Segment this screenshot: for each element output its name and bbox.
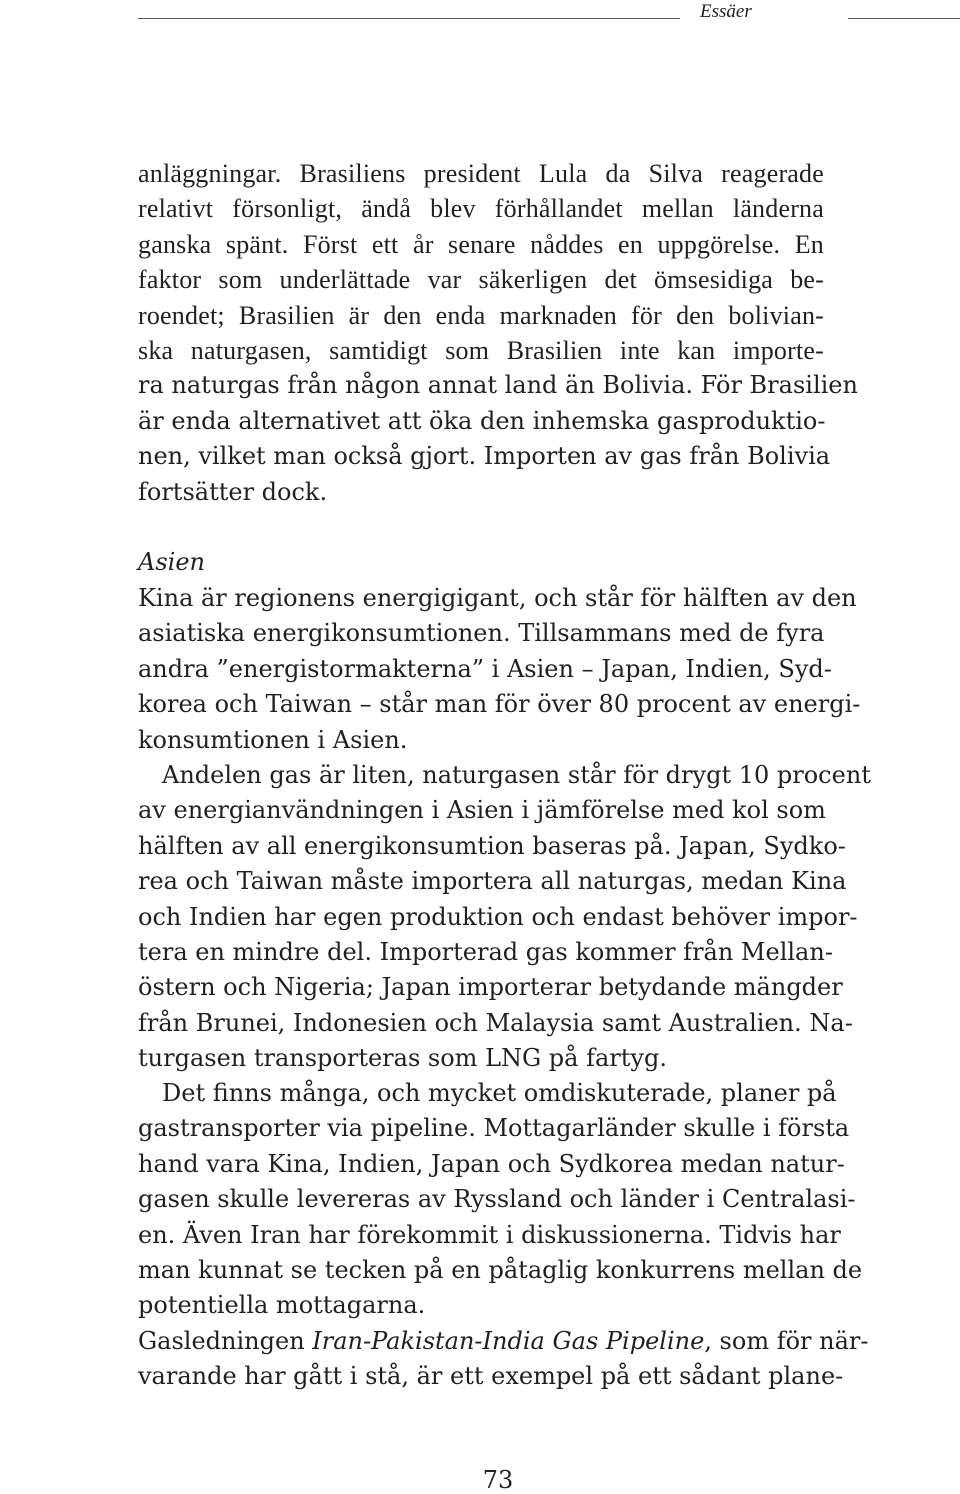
text-line: är enda alternativet att öka den inhemska gasproduktio- <box>138 406 826 435</box>
text-line: fortsätter dock. <box>138 477 328 506</box>
text-run: , som för när- <box>704 1327 869 1355</box>
text-line: Andelen gas är liten, naturgasen står för drygt 10 procent <box>162 761 871 789</box>
text-line: från Brunei, Indonesien och Malaysia samt Australien. Na- <box>138 1008 853 1037</box>
text-line: ganska spänt. Först ett år senare nåddes en uppgörelse. En <box>138 229 824 259</box>
text-line: av energianvändningen i Asien i jämförelse med kol som <box>138 796 826 825</box>
paragraph-3 <box>138 758 871 1077</box>
text-line: Det finns många, och mycket omdiskuterade, planer på <box>162 1079 837 1107</box>
header-rule-left <box>138 18 680 19</box>
text-line: ra naturgas från någon annat land än Bolivia. För Brasilien <box>138 371 858 400</box>
text-line: relativt försonligt, ändå blev förhållandet mellan länderna <box>138 194 824 224</box>
text-line: en. Även Iran har förekommit i diskussionerna. Tidvis har <box>138 1220 841 1249</box>
paragraph-5 <box>138 1324 869 1395</box>
text-line: potentiella mottagarna. <box>138 1291 426 1320</box>
pipeline-name: Iran-Pakistan-India Gas Pipeline <box>312 1327 705 1355</box>
text-line: man kunnat se tecken på en påtaglig konkurrens mellan de <box>138 1255 863 1284</box>
paragraph-1 <box>138 156 858 510</box>
text-line: faktor som underlättade var säkerligen det ömsesidiga be- <box>138 265 824 295</box>
text-line: hand vara Kina, Indien, Japan och Sydkorea medan natur- <box>138 1149 845 1178</box>
text-line: turgasen transporteras som LNG på fartyg. <box>138 1044 667 1073</box>
text-line: roendet; Brasilien är den enda marknaden för den bolivian- <box>138 300 824 330</box>
paragraph-2 <box>138 581 861 758</box>
page-number: 73 <box>482 1466 514 1494</box>
text-line: varande har gått i stå, är ett exempel på ett sådant plane- <box>138 1362 844 1391</box>
text-line: gastransporter via pipeline. Mottagarländer skulle i första <box>138 1114 850 1143</box>
text-line: hälften av all energikonsumtion baseras på. Japan, Sydko- <box>138 831 846 860</box>
text-line: gasen skulle levereras av Ryssland och länder i Centralasi- <box>138 1185 856 1214</box>
section-asien <box>138 545 824 580</box>
text-line <box>138 1324 869 1359</box>
text-line: östern och Nigeria; Japan importerar betydande mängder <box>138 973 843 1002</box>
paragraph-4 <box>138 1076 863 1324</box>
text-line: anläggningar. Brasiliens president Lula da Silva reagerade <box>138 159 824 188</box>
running-head: Essäer <box>700 1 752 22</box>
header-rule-right <box>848 18 960 19</box>
text-line: ska naturgasen, samtidigt som Brasilien inte kan importe- <box>138 335 824 365</box>
text-line: nen, vilket man också gjort. Importen av gas från Bolivia <box>138 442 831 471</box>
text-line: asiatiska energikonsumtionen. Tillsammans med de fyra <box>138 619 825 648</box>
text-run: Gasledningen <box>138 1327 313 1355</box>
text-line: tera en mindre del. Importerad gas kommer från Mellan- <box>138 937 833 966</box>
text-line: konsumtionen i Asien. <box>138 725 408 754</box>
text-line: andra ”energistormakterna” i Asien – Japan, Indien, Syd- <box>138 654 832 683</box>
text-line: och Indien har egen produktion och endast behöver impor- <box>138 902 858 931</box>
text-line: Kina är regionens energigigant, och står för hälften av den <box>138 584 857 612</box>
text-line: korea och Taiwan – står man för över 80 procent av energi- <box>138 690 861 719</box>
text-line: rea och Taiwan måste importera all naturgas, medan Kina <box>138 867 847 896</box>
section-heading: Asien <box>138 548 205 576</box>
